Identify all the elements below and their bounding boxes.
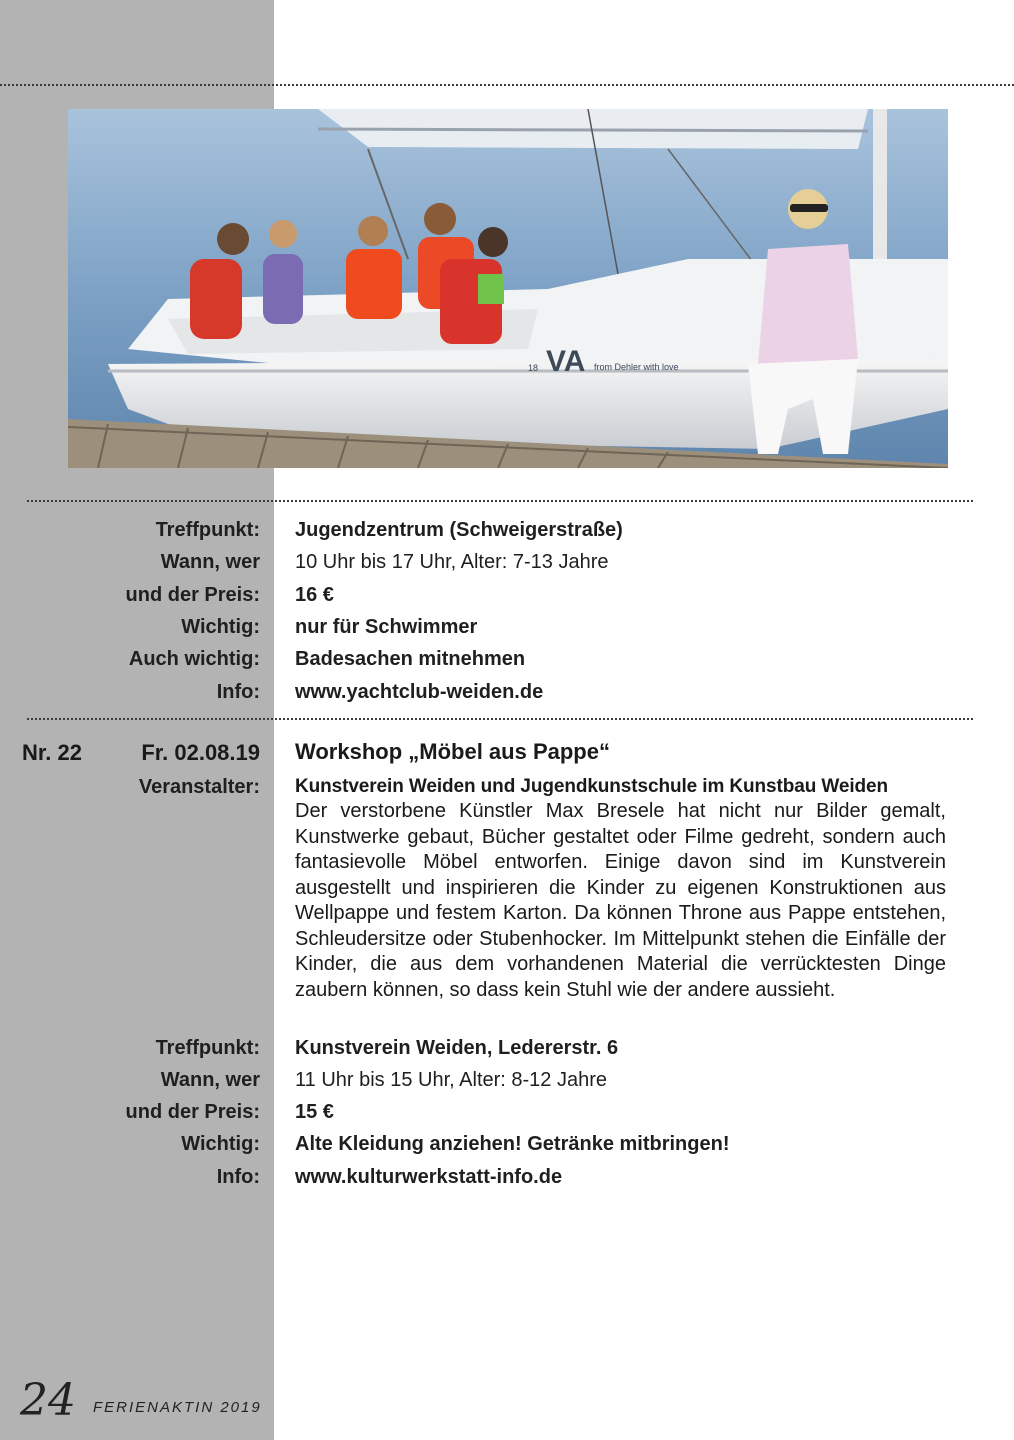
event-date: Fr. 02.08.19 <box>141 740 260 765</box>
detail-value: nur für Schwimmer <box>295 616 478 638</box>
detail-value: 15 € <box>295 1101 334 1123</box>
detail-label: Wichtig: <box>181 1133 260 1155</box>
sailing-photo <box>68 109 948 468</box>
divider-2 <box>27 718 973 720</box>
detail-label: Wann, wer <box>160 1069 260 1091</box>
detail-label: Wann, wer <box>160 551 260 573</box>
page-number: 24 <box>20 1375 76 1426</box>
detail-label: und der Preis: <box>125 584 260 606</box>
detail-value: 11 Uhr bis 15 Uhr, Alter: 8-12 Jahre <box>295 1069 608 1091</box>
footer-title: FERIENAKTIN 2019 <box>93 1399 262 1416</box>
detail-label: Info: <box>216 681 260 703</box>
divider-1 <box>27 500 973 502</box>
detail-label: Wichtig: <box>181 616 260 638</box>
event-description: Der verstorbene Künstler Max Bresele hat nicht nur Bilder gemalt, Kunstwerke gebaut, Bücher gestaltet oder Filme gedreht, sondern auch fantasievolle Möbel entworfen. Einige davon sind im Kunstverein ausgestellt und inspirieren die Kinder zu eigenen Konstruktionen aus Wellpappe und festem Karton. Da können Throne aus Pappe entstehen, Schleudersitze oder Stubenhocker. Im Mittelpunkt stehen die Einfälle der Kinder, die aus dem vorhandenen Material die verrücktesten Dinge zaubern können, so dass kein Stuhl wie der andere aussieht. <box>295 800 946 1001</box>
info-link[interactable]: www.yachtclub-weiden.de <box>295 681 544 703</box>
detail-value: 10 Uhr bis 17 Uhr, Alter: 7-13 Jahre <box>295 551 609 573</box>
boat-logo: VA <box>546 345 586 378</box>
detail-label: Treffpunkt: <box>155 519 260 541</box>
detail-value: Kunstverein Weiden, Ledererstr. 6 <box>295 1037 619 1059</box>
detail-label: und der Preis: <box>125 1101 260 1123</box>
detail-value: Jugendzentrum (Schweigerstraße) <box>295 519 623 541</box>
event-title: Workshop „Möbel aus Pappe“ <box>295 739 610 764</box>
boat-number: 18 <box>528 363 539 373</box>
info-link[interactable]: www.kulturwerkstatt-info.de <box>295 1166 563 1188</box>
detail-value: Badesachen mitnehmen <box>295 648 526 670</box>
detail-value: Alte Kleidung anziehen! Getränke mitbringen! <box>295 1133 730 1155</box>
event-number: Nr. 22 <box>22 740 82 765</box>
detail-value: 16 € <box>295 584 334 606</box>
boat-tagline: from Dehler with love <box>594 362 679 372</box>
organizer: Kunstverein Weiden und Jugendkunstschule im Kunstbau Weiden <box>295 776 889 797</box>
detail-label: Info: <box>216 1166 260 1188</box>
top-divider <box>0 84 1014 86</box>
organizer-label: Veranstalter: <box>138 776 260 798</box>
detail-label: Treffpunkt: <box>155 1037 260 1059</box>
detail-label: Auch wichtig: <box>128 648 260 670</box>
